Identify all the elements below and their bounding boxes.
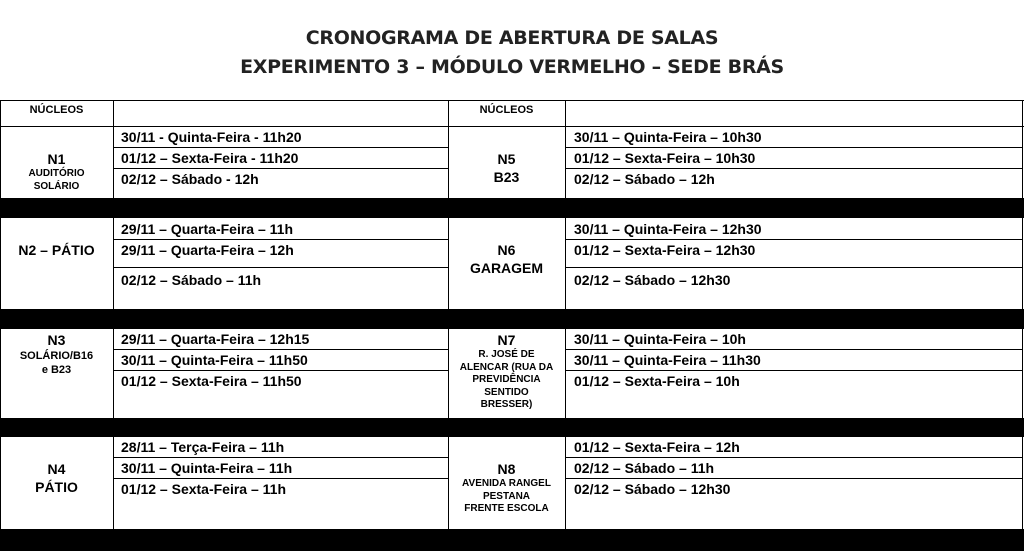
row-divider	[565, 370, 1022, 371]
nucleo-location: B23	[493, 169, 520, 185]
nucleo-name: N8	[497, 461, 516, 477]
nucleo-name: N1	[47, 151, 66, 167]
nucleo-n6	[448, 241, 565, 277]
nucleo-name: N3	[47, 332, 66, 348]
nucleo-name: N7	[497, 332, 516, 348]
nucleo-location: e B23	[41, 364, 72, 376]
schedule-date: 29/11 – Quarta-Feira – 12h15	[121, 331, 310, 347]
nucleo-location: FRENTE ESCOLA	[464, 503, 549, 514]
row-divider	[565, 349, 1022, 350]
row-divider	[113, 239, 448, 240]
document-title: CRONOGRAMA DE ABERTURA DE SALAS	[305, 27, 719, 49]
nucleo-n7	[448, 331, 565, 412]
schedule-date: 01/12 – Sexta-Feira – 12h30	[574, 242, 756, 258]
nucleo-location: PÁTIO	[35, 479, 78, 495]
nucleo-name: N6	[497, 242, 516, 258]
nucleo-name: N4	[47, 461, 66, 477]
nucleo-location: PESTANA	[482, 490, 531, 502]
nucleo-n8	[448, 460, 565, 516]
schedule-date: 01/12 – Sexta-Feira - 11h20	[121, 150, 299, 166]
separator-bar-1	[0, 198, 1024, 218]
schedule-date: 01/12 – Sexta-Feira – 12h	[574, 439, 740, 455]
nucleo-location: SENTIDO	[484, 386, 529, 398]
row-divider	[565, 478, 1022, 479]
schedule-date: 29/11 – Quarta-Feira – 11h	[121, 221, 293, 237]
schedule-date: 01/12 – Sexta-Feira – 11h	[121, 481, 286, 497]
nucleo-name: N5	[497, 151, 516, 167]
row-divider	[113, 168, 448, 169]
nucleo-location: AVENIDA RANGEL	[462, 478, 551, 489]
schedule-date: 30/11 – Quinta-Feira – 10h	[574, 331, 746, 347]
row-divider	[113, 370, 448, 371]
row-divider	[565, 147, 1022, 148]
schedule-date: 30/11 – Quinta-Feira – 11h30	[574, 352, 761, 368]
row-divider	[565, 168, 1022, 169]
schedule-date: 30/11 – Quinta-Feira – 12h30	[574, 221, 762, 237]
schedule-date: 02/12 – Sábado – 11h	[121, 272, 262, 288]
row-divider	[565, 239, 1022, 240]
nucleo-n2	[0, 241, 113, 259]
row-divider	[565, 267, 1022, 268]
schedule-date: 01/12 – Sexta-Feira – 10h	[574, 373, 740, 389]
header-bottom-border	[0, 126, 1024, 127]
nucleo-location: SOLÁRIO/B16	[19, 350, 94, 362]
schedule-date: 02/12 – Sábado – 12h	[574, 171, 715, 187]
schedule-date: 30/11 – Quinta-Feira – 11h	[121, 460, 293, 476]
header-nucleos-right: NÚCLEOS	[479, 104, 534, 116]
separator-bar-4	[0, 529, 1024, 551]
schedule-date: 01/12 – Sexta-Feira – 11h50	[121, 373, 302, 389]
row-divider	[113, 478, 448, 479]
schedule-date: 02/12 – Sábado – 11h	[574, 460, 715, 476]
nucleo-n5	[448, 150, 565, 186]
schedule-date: 28/11 – Terça-Feira – 11h	[121, 439, 285, 455]
nucleo-location: SOLÁRIO	[33, 180, 80, 192]
row-divider	[113, 457, 448, 458]
nucleo-location: ALENCAR (RUA DA	[459, 361, 554, 373]
header-nucleos-left: NÚCLEOS	[29, 104, 84, 116]
separator-bar-2	[0, 309, 1024, 329]
schedule-date: 02/12 – Sábado - 12h	[121, 171, 259, 187]
nucleo-n3	[0, 331, 113, 377]
schedule-date: 01/12 – Sexta-Feira – 10h30	[574, 150, 756, 166]
row-divider	[113, 147, 448, 148]
separator-bar-3	[0, 418, 1024, 437]
nucleo-location: R. JOSÉ DE	[478, 349, 535, 360]
nucleo-n4	[0, 460, 113, 496]
nucleo-location: PREVIDÊNCIA	[472, 374, 541, 385]
row-divider	[565, 457, 1022, 458]
nucleo-location: AUDITÓRIO	[28, 168, 85, 179]
schedule-date: 29/11 – Quarta-Feira – 12h	[121, 242, 294, 258]
schedule-date: 02/12 – Sábado – 12h30	[574, 272, 731, 288]
table-top-border	[0, 100, 1024, 101]
schedule-date: 02/12 – Sábado – 12h30	[574, 481, 731, 497]
row-divider	[113, 267, 448, 268]
nucleo-name: N2 – PÁTIO	[18, 242, 95, 258]
schedule-date: 30/11 - Quinta-Feira - 11h20	[121, 129, 302, 145]
schedule-date: 30/11 – Quinta-Feira – 10h30	[574, 129, 762, 145]
row-divider	[113, 349, 448, 350]
nucleo-n1	[0, 150, 113, 193]
document-subtitle: EXPERIMENTO 3 – MÓDULO VERMELHO – SEDE BRÁS	[240, 56, 784, 78]
nucleo-location: GARAGEM	[469, 260, 544, 276]
schedule-date: 30/11 – Quinta-Feira – 11h50	[121, 352, 308, 368]
nucleo-location: BRESSER)	[480, 399, 533, 410]
